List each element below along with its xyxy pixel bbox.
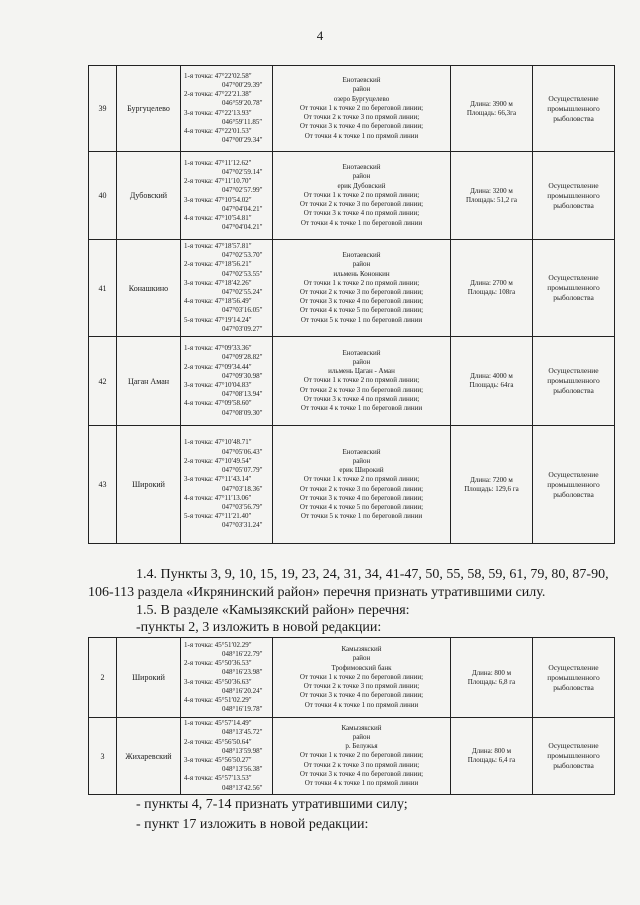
coordinate-line: 4-я точка: 47°18′56.49″ [184,297,252,306]
boundary-line: От точки 1 к точке 2 по береговой линии; [299,751,424,760]
coordinate-line: 1-я точка: 47°11′12.62″ [184,158,252,167]
coordinate-line: 4-я точка: 45°51′02.29″ [184,695,252,704]
coordinate-line: 4-я точка: 47°09′58.60″ [184,399,252,408]
site-name: Жихаревский [117,718,181,795]
coordinate-line: 047°02′59.14″ [222,167,263,176]
coordinate-line: 5-я точка: 47°19′14.24″ [184,315,252,324]
boundary-line: От точки 1 к точке 2 по прямой линии; [303,190,420,199]
row-number: 3 [89,718,117,795]
coordinate-line: 048°13′42.56″ [222,783,263,792]
coordinate-line: 047°03′18.36″ [222,484,263,493]
site-area: Площадь: 129,6 га [464,484,519,493]
coordinate-line: 047°08′13.94″ [222,390,263,399]
coordinate-line: 047°09′28.82″ [222,353,263,362]
coordinate-line: 2-я точка: 47°11′10.70″ [184,177,252,186]
site-coordinates [181,337,273,426]
coordinate-line: 3-я точка: 45°50′36.63″ [184,677,252,686]
site-boundary-description [273,638,451,718]
paragraph-1-4: 1.4. Пункты 3, 9, 10, 15, 19, 23, 24, 31, 34, 41-47, 50, 55, 58, 59, 61, 79, 80, 87-90, 106-113 раздела «Икрянинский район» перечня признать утратившими силу. [88,567,609,600]
coordinate-line: 048°13′56.38″ [222,765,263,774]
site-size [451,638,533,718]
boundary-line: От точки 2 к точке 3 по береговой линии; [299,385,424,394]
coordinate-line: 1-я точка: 47°10′48.71″ [184,438,252,447]
coordinate-line: 048°13′45.72″ [222,728,263,737]
boundary-line: От точки 3 к точке 4 по прямой линии; [303,394,420,403]
boundary-line: От точки 3 к точке 4 по береговой линии; [299,691,424,700]
paragraph-items-4-7-14: - пункты 4, 7-14 признать утратившими силу; [136,797,408,812]
boundary-line: Трофимовский банк [331,663,392,672]
boundary-line: район [352,172,371,181]
site-coordinates [181,718,273,795]
site-size [451,152,533,240]
row-number: 39 [89,66,117,152]
coordinate-line: 048°16′20.24″ [222,686,263,695]
site-area: Площадь: 66,3га [466,108,517,117]
coordinate-line: 3-я точка: 45°56′50.27″ [184,756,252,764]
site-length: Длина: 2700 м [470,279,513,287]
site-purpose: Осуществление промышленного рыболовства [533,66,615,152]
site-name: Широкий [117,638,181,718]
site-size [451,240,533,337]
boundary-line: От точки 4 к точке 1 по прямой линии [304,131,419,140]
site-boundary-description [273,718,451,795]
site-length: Длина: 4000 м [470,372,513,380]
coordinate-line: 047°03′56.79″ [222,502,263,511]
coordinate-line: 047°04′04.21″ [222,204,263,213]
boundary-line: От точки 2 к точке 3 по береговой линии; [299,288,424,296]
coordinate-line: 047°09′30.98″ [222,371,263,380]
boundary-line: От точки 3 к точке 4 по прямой линии; [303,209,420,218]
row-number: 43 [89,426,117,544]
row-number: 40 [89,152,117,240]
boundary-line: От точки 1 к точке 2 по прямой линии; [303,278,420,287]
coordinate-line: 047°03′16.05″ [222,306,263,315]
site-boundary-description [273,152,451,240]
table-row [89,337,615,426]
boundary-line: От точки 2 к точке 3 по прямой линии; [303,682,420,691]
site-length: Длина: 800 м [471,747,512,755]
site-name: Цаган Аман [117,337,181,426]
site-coordinates [181,426,273,544]
coordinate-line: 047°05′06.43″ [222,447,263,456]
boundary-line: район [352,456,371,465]
boundary-line: Енотаевский [342,348,381,357]
coordinate-line: 2-я точка: 47°09′34.44″ [184,362,252,371]
coordinate-line: 2-я точка: 47°22′21.38″ [184,90,252,99]
site-boundary-description [273,426,451,544]
boundary-line: От точки 2 к точке 3 по береговой линии; [299,200,424,209]
site-name: Бургуцелево [117,66,181,152]
boundary-line: От точки 2 к точке 3 по береговой линии; [299,484,424,493]
boundary-line: ильмень Кононкин [333,269,390,278]
site-size [451,426,533,544]
coordinate-line: 046°59′11.85″ [222,117,263,126]
boundary-line: Камызякский [341,723,382,732]
site-name: Дубовский [117,152,181,240]
boundary-line: От точки 5 к точке 1 по береговой линии [300,512,423,521]
boundary-line: От точки 4 к точке 1 по прямой линии [304,779,419,787]
boundary-line: От точки 1 к точке 2 по прямой линии; [303,475,420,484]
site-size [451,718,533,795]
coordinate-line: 047°04′04.21″ [222,223,263,232]
boundary-line: район [352,85,371,94]
coordinate-line: 3-я точка: 47°11′43.14″ [184,475,252,484]
site-size [451,66,533,152]
site-coordinates [181,638,273,718]
site-boundary-description [273,337,451,426]
boundary-line: От точки 3 к точке 4 по береговой линии; [299,493,424,502]
coordinate-line: 1-я точка: 45°57′14.49″ [184,719,252,728]
site-area: Площадь: 6,4 га [467,756,516,764]
coordinate-line: 046°59′20.78″ [222,99,263,108]
paragraph-1-5: 1.5. В разделе «Камызякский район» перечня: [136,603,410,618]
boundary-line: ильмень Цаган - Аман [328,367,395,376]
boundary-line: Камызякский [341,645,382,654]
coordinate-line: 2-я точка: 45°50′36.53″ [184,659,252,668]
coordinate-line: 048°13′59.98″ [222,746,263,755]
row-number: 41 [89,240,117,337]
table-row [89,66,615,152]
coordinate-line: 4-я точка: 47°10′54.81″ [184,213,252,222]
table-row [89,426,615,544]
site-name: Конашкино [117,240,181,337]
paragraph-1-5-items-2-3: -пункты 2, 3 изложить в новой редакции: [136,620,382,635]
site-size [451,337,533,426]
coordinate-line: 4-я точка: 47°11′13.06″ [184,493,252,502]
site-purpose: Осуществление промышленного рыболовства [533,152,615,240]
boundary-line: От точки 2 к точке 3 по прямой линии; [303,113,420,122]
coordinate-line: 047°02′57.99″ [222,186,263,195]
site-boundary-description [273,240,451,337]
coordinate-line: 047°03′09.27″ [222,324,263,333]
boundary-line: Енотаевский [342,163,381,172]
site-coordinates [181,152,273,240]
boundary-line: От точки 4 к точке 1 по прямой линии [304,700,419,709]
boundary-line: От точки 2 к точке 3 по прямой линии; [303,760,420,769]
site-purpose: Осуществление промышленного рыболовства [533,426,615,544]
boundary-line: р. Белужья [345,742,378,751]
table-row [89,638,615,718]
coordinate-line: 047°00′29.34″ [222,136,263,145]
boundary-line: Енотаевский [342,76,381,85]
boundary-line: район [352,357,371,366]
boundary-line: район [352,654,371,663]
coordinate-line: 1-я точка: 47°22′02.58″ [184,71,252,80]
coordinate-line: 1-я точка: 47°09′33.36″ [184,344,252,353]
site-area: Площадь: 108га [467,288,516,296]
coordinate-line: 1-я точка: 47°18′57.81″ [184,241,252,250]
site-coordinates [181,66,273,152]
coordinate-line: 3-я точка: 47°10′54.02″ [184,195,252,204]
row-number: 2 [89,638,117,718]
site-length: Длина: 3900 м [470,99,513,108]
coordinate-line: 2-я точка: 47°18′56.21″ [184,260,252,269]
coordinate-line: 047°05′07.79″ [222,466,263,475]
coordinate-line: 047°03′31.24″ [222,521,263,530]
coordinate-line: 3-я точка: 47°10′04.83″ [184,381,252,389]
boundary-line: От точки 5 к точке 1 по береговой линии [300,315,423,324]
coordinate-line: 048°16′23.98″ [222,668,263,677]
boundary-line: ерик Широкий [339,466,384,475]
site-purpose: Осуществление промышленного рыболовства [533,638,615,718]
coordinate-line: 1-я точка: 45°51′02.29″ [184,640,252,649]
boundary-line: Енотаевский [342,251,381,260]
coordinate-line: 4-я точка: 47°22′01.53″ [184,126,252,135]
coordinate-line: 4-я точка: 45°57′13.53″ [184,774,252,783]
page-number: 4 [316,28,324,43]
coordinate-line: 047°02′53.70″ [222,251,263,260]
site-length: Длина: 7200 м [470,475,513,484]
boundary-line: От точки 3 к точке 4 по береговой линии; [299,122,424,131]
coordinate-line: 047°02′53.55″ [222,269,263,278]
boundary-line: От точки 1 к точке 2 по прямой линии; [303,376,420,385]
site-area: Площадь: 6,8 га [467,677,516,686]
coordinate-line: 3-я точка: 47°18′42.26″ [184,278,252,287]
coordinate-line: 047°08′09.30″ [222,408,263,417]
boundary-line: От точки 3 к точке 4 по береговой линии; [299,769,424,778]
table-row [89,718,615,795]
table-row [89,240,615,337]
site-area: Площадь: 64га [469,381,514,389]
boundary-line: Енотаевский [342,447,381,456]
coordinate-line: 2-я точка: 45°56′50.64″ [184,737,252,746]
site-purpose: Осуществление промышленного рыболовства [533,718,615,795]
coordinate-line: 048°16′19.78″ [222,705,263,714]
table-row [89,152,615,240]
boundary-line: От точки 4 к точке 1 по береговой линии [300,404,423,412]
site-purpose: Осуществление промышленного рыболовства [533,240,615,337]
coordinate-line: 5-я точка: 47°11′21.40″ [184,512,252,521]
paragraph-item-17: - пункт 17 изложить в новой редакции: [136,817,369,832]
coordinate-line: 2-я точка: 47°10′49.54″ [184,456,252,465]
coordinate-line: 047°00′29.39″ [222,80,263,89]
coordinate-line: 047°02′55.24″ [222,288,263,296]
coordinate-line: 3-я точка: 47°22′13.93″ [184,108,252,117]
boundary-line: От точки 4 к точке 1 по береговой линии [300,218,423,227]
site-boundary-description [273,66,451,152]
boundary-line: район [352,732,371,741]
fishing-sites-table-kamyzyaksky [88,637,615,795]
boundary-line: От точки 3 к точке 4 по береговой линии; [299,297,424,306]
site-length: Длина: 3200 м [470,186,513,195]
row-number: 42 [89,337,117,426]
site-length: Длина: 800 м [471,668,512,677]
boundary-line: От точки 4 к точке 5 по береговой линии; [299,306,424,315]
boundary-line: От точки 1 к точке 2 по береговой линии; [299,103,424,112]
boundary-line: озеро Бургуцелево [333,94,390,103]
site-name: Широкий [117,426,181,544]
fishing-sites-table-enotaevsky [88,65,615,544]
coordinate-line: 048°16′22.79″ [222,649,263,658]
site-coordinates [181,240,273,337]
boundary-line: От точки 4 к точке 5 по береговой линии; [299,502,424,511]
site-area: Площадь: 51,2 га [466,195,517,204]
boundary-line: От точки 1 к точке 2 по береговой линии; [299,672,424,681]
boundary-line: район [352,260,371,269]
site-purpose: Осуществление промышленного рыболовства [533,337,615,426]
boundary-line: ерик Дубовский [337,181,386,190]
